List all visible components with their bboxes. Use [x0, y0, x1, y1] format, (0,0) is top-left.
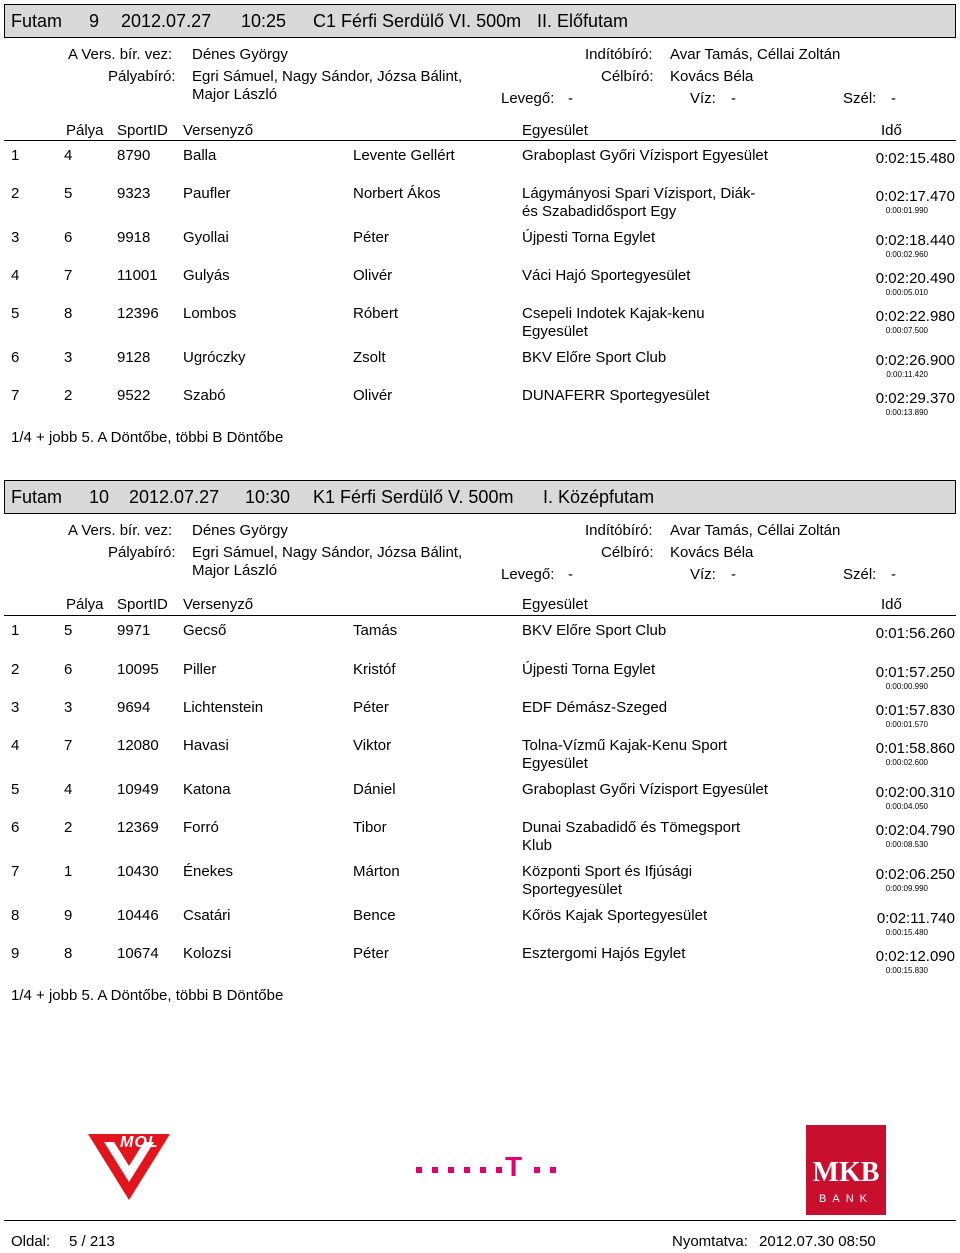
club-line-2: Klub: [522, 837, 553, 854]
palyabiro-label: Pályabíró:: [108, 68, 176, 85]
first-name: Tamás: [353, 622, 398, 639]
col-versenyzo: Versenyző: [183, 122, 254, 139]
sport-id: 9971: [117, 622, 151, 639]
first-name: Levente Gellért: [353, 147, 455, 164]
club: Esztergomi Hajós Egylet: [522, 945, 686, 962]
footer-divider: [4, 1220, 956, 1221]
last-name: Lichtenstein: [183, 699, 264, 716]
col-palya: Pálya: [66, 122, 104, 139]
sport-id: 9918: [117, 229, 151, 246]
palyabiro-value-2: Major László: [192, 86, 278, 103]
telekom-logo: [412, 1153, 562, 1183]
last-name: Katona: [183, 781, 231, 798]
last-name: Csatári: [183, 907, 231, 924]
time-gap: 0:00:13.890: [885, 408, 928, 417]
col-egyesulet: Egyesület: [522, 596, 588, 613]
palyabiro-value-1: Egri Sámuel, Nagy Sándor, Józsa Bálint,: [192, 544, 463, 561]
szel-label: Szél:: [843, 90, 877, 107]
lane: 9: [64, 907, 73, 924]
last-name: Kolozsi: [183, 945, 232, 962]
club: Újpesti Torna Egylet: [522, 661, 656, 678]
celbiro-label: Célbíró:: [601, 544, 654, 561]
finish-time: 0:02:20.490: [875, 270, 955, 287]
race-category: K1 Férfi Serdülő V. 500m: [313, 487, 514, 507]
place: 3: [11, 699, 20, 716]
sport-id: 9323: [117, 185, 151, 202]
place: 4: [11, 267, 20, 284]
vers-biro-value: Dénes György: [192, 522, 288, 539]
finish-time: 0:02:12.090: [875, 948, 955, 965]
lane: 6: [64, 661, 73, 678]
first-name: Viktor: [353, 737, 392, 754]
club: BKV Előre Sport Club: [522, 622, 667, 639]
futam-label: Futam: [11, 487, 63, 507]
lane: 8: [64, 945, 73, 962]
race-header: [4, 480, 956, 514]
club: Újpesti Torna Egylet: [522, 229, 656, 246]
last-name: Forró: [183, 819, 219, 836]
club: Tolna-Vízmű Kajak-Kenu Sport: [522, 737, 728, 754]
vers-biro-value: Dénes György: [192, 46, 288, 63]
time-gap: 0:00:15.830: [885, 966, 928, 975]
mkb-logo: [806, 1125, 886, 1215]
sport-id: 11001: [117, 267, 158, 284]
club: Dunai Szabadidő és Tömegsport: [522, 819, 741, 836]
inditobiro-value: Avar Tamás, Céllai Zoltán: [670, 522, 841, 539]
sport-id: 10430: [117, 863, 159, 880]
first-name: Olivér: [353, 387, 393, 404]
first-name: Olivér: [353, 267, 393, 284]
col-palya: Pálya: [66, 596, 104, 613]
col-sportid: SportID: [117, 596, 168, 613]
place: 6: [11, 819, 20, 836]
sport-id: 12369: [117, 819, 159, 836]
last-name: Havasi: [183, 737, 229, 754]
palyabiro-value-2: Major László: [192, 562, 278, 579]
first-name: Tibor: [353, 819, 387, 836]
first-name: Márton: [353, 863, 400, 880]
club-line-2: Egyesület: [522, 755, 588, 772]
first-name: Bence: [353, 907, 396, 924]
place: 2: [11, 185, 20, 202]
club: Lágymányosi Spari Vízisport, Diák-: [522, 185, 756, 202]
first-name: Péter: [353, 229, 389, 246]
lane: 3: [64, 349, 73, 366]
sport-id: 9128: [117, 349, 151, 366]
finish-time: 0:02:18.440: [875, 232, 955, 249]
club: Központi Sport és Ifjúsági: [522, 863, 693, 880]
viz-label: Víz:: [690, 90, 716, 107]
col-ido: Idő: [881, 122, 902, 139]
first-name: Norbert Ákos: [353, 185, 441, 202]
finish-time: 0:02:17.470: [875, 188, 955, 205]
col-ido: Idő: [881, 596, 902, 613]
lane: 6: [64, 229, 73, 246]
race-number: 9: [89, 11, 100, 31]
race-phase: I. Középfutam: [543, 487, 655, 507]
lane: 4: [64, 781, 73, 798]
time-gap: 0:00:09.990: [885, 884, 928, 893]
time-gap: 0:00:01.990: [885, 206, 928, 215]
finish-time: 0:01:57.250: [875, 664, 955, 681]
finish-time: 0:01:56.260: [875, 625, 955, 642]
last-name: Gyollai: [183, 229, 229, 246]
inditobiro-value: Avar Tamás, Céllai Zoltán: [670, 46, 841, 63]
finish-time: 0:02:26.900: [875, 352, 955, 369]
last-name: Piller: [183, 661, 217, 678]
col-egyesulet: Egyesület: [522, 122, 588, 139]
sport-id: 10949: [117, 781, 159, 798]
mkb-bank-text: BANK: [819, 1193, 873, 1205]
lane: 7: [64, 737, 73, 754]
finish-time: 0:01:58.860: [875, 740, 955, 757]
last-name: Lombos: [183, 305, 237, 322]
printed-label: Nyomtatva:: [672, 1233, 748, 1250]
lane: 2: [64, 819, 73, 836]
header-divider: [4, 140, 956, 141]
club: Váci Hajó Sportegyesület: [522, 267, 691, 284]
club-line-2: Sportegyesület: [522, 881, 623, 898]
place: 4: [11, 737, 20, 754]
sport-id: 9522: [117, 387, 151, 404]
time-gap: 0:00:05.010: [885, 288, 928, 297]
sport-id: 12080: [117, 737, 159, 754]
finish-time: 0:02:06.250: [875, 866, 955, 883]
palyabiro-label: Pályabíró:: [108, 544, 176, 561]
lane: 8: [64, 305, 73, 322]
levego-value: -: [568, 90, 573, 107]
col-versenyzo: Versenyző: [183, 596, 254, 613]
finish-time: 0:02:29.370: [875, 390, 955, 407]
time-gap: 0:00:08.530: [885, 840, 928, 849]
viz-value: -: [731, 90, 736, 107]
szel-value: -: [891, 90, 896, 107]
page-label: Oldal:: [11, 1233, 51, 1250]
finish-time: 0:02:22.980: [875, 308, 955, 325]
last-name: Balla: [183, 147, 217, 164]
levego-value: -: [568, 566, 573, 583]
place: 6: [11, 349, 20, 366]
finish-time: 0:02:15.480: [875, 150, 955, 167]
time-gap: 0:00:11.420: [886, 370, 928, 379]
race-time: 10:25: [241, 11, 287, 31]
place: 7: [11, 863, 20, 880]
lane: 3: [64, 699, 73, 716]
first-name: Péter: [353, 945, 389, 962]
club: DUNAFERR Sportegyesület: [522, 387, 710, 404]
race-header: [4, 4, 956, 38]
place: 1: [11, 622, 20, 639]
first-name: Róbert: [353, 305, 399, 322]
finish-time: 0:02:11.740: [876, 910, 955, 927]
last-name: Ugróczky: [183, 349, 246, 366]
szel-label: Szél:: [843, 566, 877, 583]
club-line-2: és Szabadidősport Egy: [522, 203, 677, 220]
celbiro-label: Célbíró:: [601, 68, 654, 85]
club: Graboplast Győri Vízisport Egyesület: [522, 781, 768, 798]
mkb-logo-text: MKB: [812, 1157, 880, 1188]
palyabiro-value-1: Egri Sámuel, Nagy Sándor, Józsa Bálint,: [192, 68, 463, 85]
inditobiro-label: Indítóbíró:: [585, 522, 653, 539]
finish-time: 0:02:00.310: [875, 784, 955, 801]
race-time: 10:30: [245, 487, 291, 507]
qualification-note: 1/4 + jobb 5. A Döntőbe, többi B Döntőbe: [11, 429, 284, 446]
telekom-t-letter: T: [505, 1151, 523, 1182]
club: Graboplast Győri Vízisport Egyesület: [522, 147, 768, 164]
place: 8: [11, 907, 20, 924]
page-number: 5 / 213: [69, 1233, 115, 1250]
club: BKV Előre Sport Club: [522, 349, 667, 366]
lane: 5: [64, 185, 73, 202]
mol-logo-text: MOL: [120, 1134, 159, 1151]
time-gap: 0:00:00.990: [885, 682, 928, 691]
lane: 4: [64, 147, 73, 164]
viz-value: -: [731, 566, 736, 583]
celbiro-value: Kovács Béla: [670, 68, 754, 85]
time-gap: 0:00:04.050: [885, 802, 928, 811]
first-name: Kristóf: [353, 661, 396, 678]
lane: 1: [64, 863, 73, 880]
club: EDF Démász-Szeged: [522, 699, 668, 716]
sport-id: 10446: [117, 907, 159, 924]
col-sportid: SportID: [117, 122, 168, 139]
time-gap: 0:00:07.500: [885, 326, 928, 335]
lane: 5: [64, 622, 73, 639]
club: Kőrös Kajak Sportegyesület: [522, 907, 708, 924]
header-divider: [4, 615, 956, 616]
club-line-2: Egyesület: [522, 323, 588, 340]
qualification-note: 1/4 + jobb 5. A Döntőbe, többi B Döntőbe: [11, 987, 284, 1004]
levego-label: Levegő:: [501, 90, 555, 107]
club: Csepeli Indotek Kajak-kenu: [522, 305, 705, 322]
szel-value: -: [891, 566, 896, 583]
last-name: Énekes: [183, 863, 234, 880]
mol-logo: [88, 1134, 170, 1200]
place: 5: [11, 305, 20, 322]
first-name: Péter: [353, 699, 389, 716]
last-name: Szabó: [183, 387, 226, 404]
place: 2: [11, 661, 20, 678]
time-gap: 0:00:02.600: [885, 758, 928, 767]
last-name: Gecső: [183, 622, 227, 639]
place: 1: [11, 147, 20, 164]
race-phase: II. Előfutam: [537, 11, 629, 31]
place: 5: [11, 781, 20, 798]
celbiro-value: Kovács Béla: [670, 544, 754, 561]
sport-id: 9694: [117, 699, 151, 716]
finish-time: 0:01:57.830: [875, 702, 955, 719]
viz-label: Víz:: [690, 566, 716, 583]
lane: 2: [64, 387, 73, 404]
printed-date: 2012.07.30 08:50: [759, 1233, 876, 1250]
sport-id: 10674: [117, 945, 159, 962]
lane: 7: [64, 267, 73, 284]
race-category: C1 Férfi Serdülő VI. 500m: [313, 11, 522, 31]
finish-time: 0:02:04.790: [875, 822, 955, 839]
place: 3: [11, 229, 20, 246]
sport-id: 8790: [117, 147, 151, 164]
sport-id: 12396: [117, 305, 159, 322]
place: 9: [11, 945, 20, 962]
levego-label: Levegő:: [501, 566, 555, 583]
last-name: Gulyás: [183, 267, 230, 284]
futam-label: Futam: [11, 11, 63, 31]
race-number: 10: [89, 487, 110, 507]
time-gap: 0:00:01.570: [885, 720, 928, 729]
race-date: 2012.07.27: [129, 487, 220, 507]
inditobiro-label: Indítóbíró:: [585, 46, 653, 63]
time-gap: 0:00:15.480: [885, 928, 928, 937]
vers-biro-label: A Vers. bír. vez:: [68, 522, 173, 539]
time-gap: 0:00:02.960: [885, 250, 928, 259]
place: 7: [11, 387, 20, 404]
first-name: Dániel: [353, 781, 396, 798]
race-date: 2012.07.27: [121, 11, 212, 31]
sport-id: 10095: [117, 661, 159, 678]
vers-biro-label: A Vers. bír. vez:: [68, 46, 173, 63]
first-name: Zsolt: [353, 349, 386, 366]
last-name: Paufler: [183, 185, 231, 202]
